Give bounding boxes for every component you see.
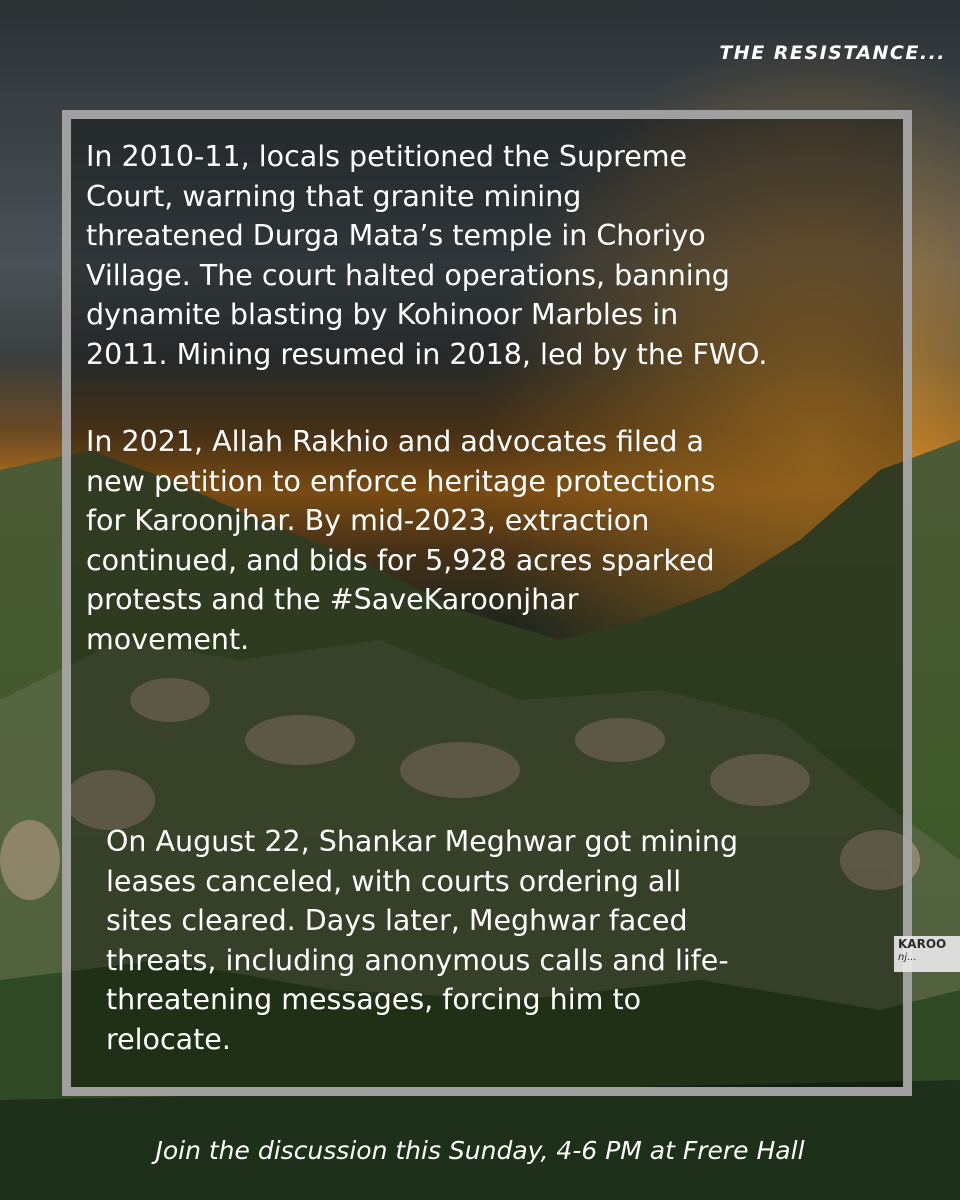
paragraph-meghwar-threats (106, 822, 738, 1059)
watermark-line: nj... (898, 952, 917, 963)
text-line: Village. The court halted operations, banning (86, 258, 730, 292)
event-invitation: Join the discussion this Sunday, 4-6 PM at Frere Hall (155, 1136, 805, 1165)
text-line: threatening messages, forcing him to (106, 983, 642, 1016)
text-line: movement. (86, 622, 250, 656)
text-line: protests and the #SaveKaroonjhar (86, 583, 579, 616)
series-tag: THE RESISTANCE... (719, 42, 946, 64)
text-line: In 2010-11, locals petitioned the Supreme (86, 140, 688, 173)
text-line: leases canceled, with courts ordering all (106, 864, 682, 898)
text-line: threats, including anonymous calls and life- (106, 943, 729, 977)
text-line: new petition to enforce heritage protections (86, 464, 716, 498)
text-line: continued, and bids for 5,928 acres sparked (86, 543, 715, 577)
text-line: sites cleared. Days later, Meghwar faced (106, 904, 688, 937)
text-line: for Karoonjhar. By mid-2023, extraction (86, 504, 650, 537)
text-line: threatened Durga Mata’s temple in Choriyo (86, 219, 706, 252)
paragraph-petition-2010 (86, 137, 767, 374)
text-line: relocate. (106, 1022, 231, 1056)
text-line: Court, warning that granite mining (86, 179, 582, 213)
text-line: 2011. Mining resumed in 2018, led by the FWO. (86, 337, 768, 371)
text-line: dynamite blasting by Kohinoor Marbles in (86, 298, 679, 331)
paragraph-petition-2021 (86, 422, 715, 659)
text-line: On August 22, Shankar Meghwar got mining (106, 825, 739, 858)
text-line: In 2021, Allah Rakhio and advocates filed a (86, 425, 705, 458)
watermark-line: KAROO (898, 937, 947, 951)
watermark-logo (894, 936, 960, 972)
